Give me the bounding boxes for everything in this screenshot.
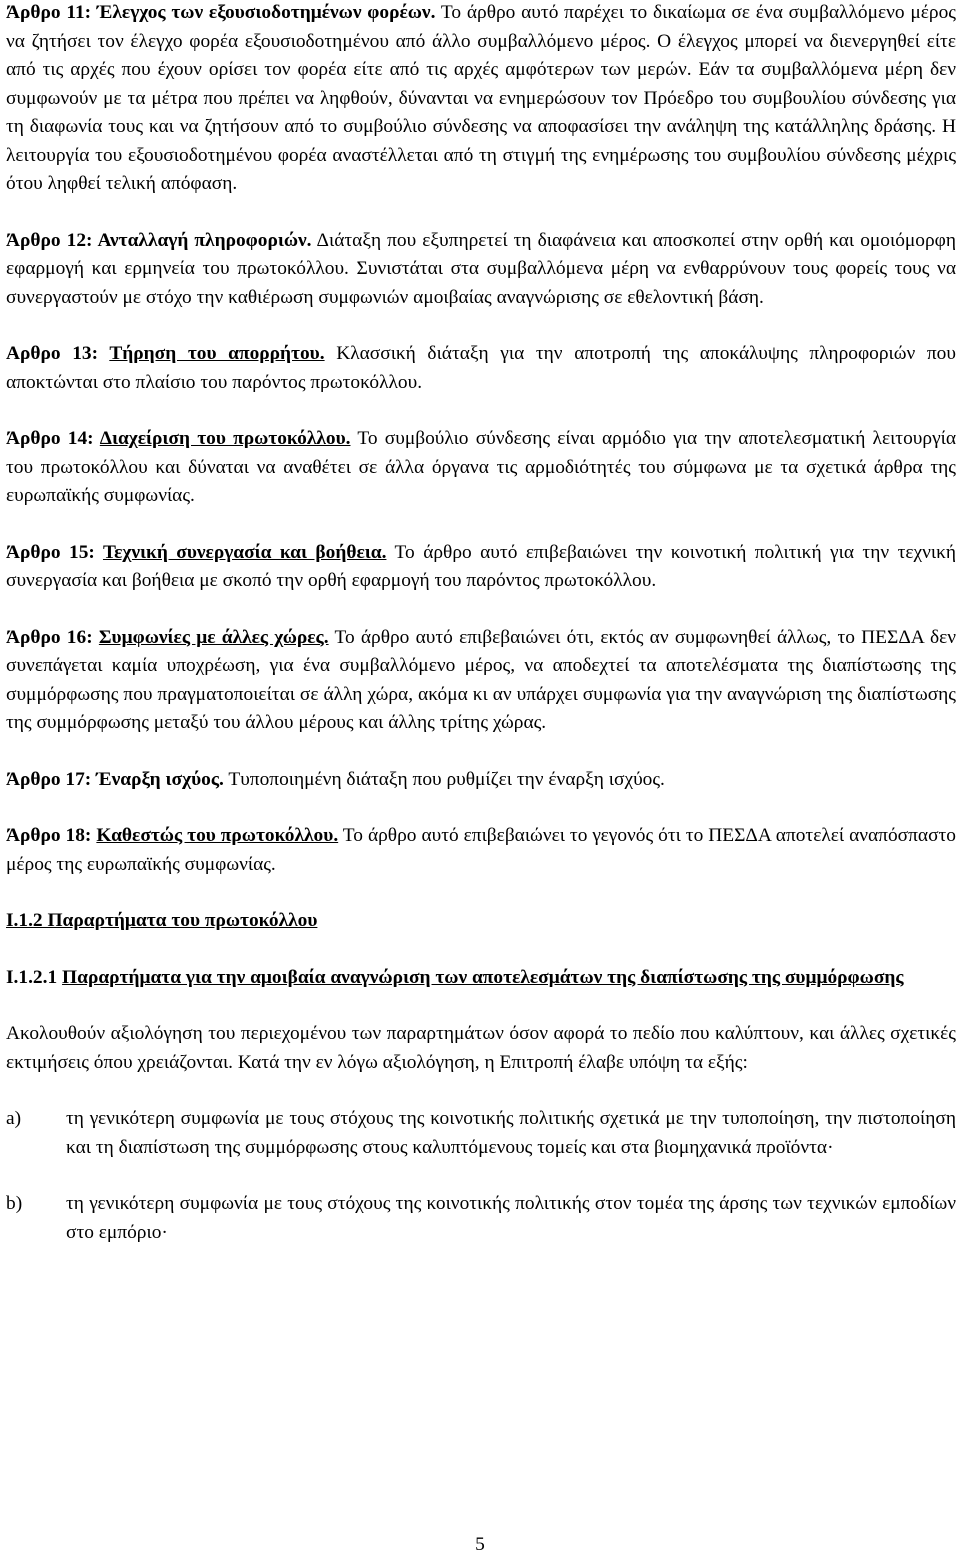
article-17-body: Τυποποιημένη διάταξη που ρυθμίζει την έναρξη ισχύος. [228, 768, 665, 790]
article-18-body: Το άρθρο αυτό επιβεβαιώνει το γεγονός ότι το ΠΕΣΔΑ αποτελεί αναπόσπαστο μέρος της ευρωπαϊκής συμφωνίας. [6, 825, 957, 875]
article-13 [6, 340, 956, 397]
article-12 [6, 227, 956, 313]
article-11 [6, 0, 956, 199]
article-11-body: Το άρθρο αυτό παρέχει το δικαίωμα σε ένα συμβαλλόμενο μέρος να ζητήσει τον έλεγχο φορέα εξουσιοδοτημένου από άλλο συμβαλλόμενο μέρος. Ο έλεγχος μπορεί να διενεργηθεί είτε από τις αρχές που έχουν ορίσει τον φορέα είτε από τις αρχές αμφότερων των μερών. Εάν τα συμβαλλόμενα μέρη δεν συμφωνούν με τα μέτρα που πρέπει να ληφθούν, δύνανται να ενημερώσουν τον Πρόεδρο του συμβουλίου σύνδεσης για τη διαφωνία τους και να ζητήσουν από το συμβούλιο σύνδεσης να αποφασίσει την ανάληψη της κατάλληλης δράσης. Η λειτουργία του εξουσιοδοτημένου φορέα αναστέλλεται από τη στιγμή της ενημέρωσης του συμβουλίου σύνδεσης μέχρις ότου ληφθεί τελική απόφαση. [6, 2, 956, 194]
document-page [6, 0, 956, 1275]
article-14-title-text: Διαχείριση του πρωτοκόλλου. [99, 428, 351, 449]
subsection-title: Παραρτήματα για την αμοιβαία αναγνώριση των αποτελεσμάτων της διαπίστωσης της συμμόρφωσης [62, 966, 904, 988]
article-16-title-text: Συμφωνίες με άλλες χώρες. [98, 626, 329, 648]
article-14 [6, 425, 956, 511]
article-18-title-text: Καθεστώς του πρωτοκόλλου. [96, 825, 339, 846]
section-heading: I.1.2 Παραρτήματα του πρωτοκόλλου [6, 910, 318, 931]
article-18-title [6, 825, 338, 846]
article-18 [6, 822, 956, 879]
subsection-number: I.1.2.1 [6, 966, 58, 988]
list-item-b [6, 1190, 956, 1247]
article-18-title-number: Άρθρο 18: [6, 825, 97, 846]
subsection-intro: Ακολουθούν αξιολόγηση του περιεχομένου των παραρτημάτων όσον αφορά το πεδίο που καλύπτουν, και άλλες σχετικές εκτιμήσεις όπου χρειάζονται. Κατά την εν λόγω αξιολόγηση, η Επιτροπή έλαβε υπόψη τα εξής: [6, 1023, 956, 1073]
article-14-title-number: Άρθρο 14: [6, 428, 100, 449]
article-15-title [6, 542, 386, 563]
article-13-title-text: Τήρηση του απορρήτου. [109, 343, 325, 364]
list-text-a: τη γενικότερη συμφωνία με τους στόχους της κοινοτικής πολιτικής σχετικά με την τυποποίηση, την πιστοποίηση και τη διαπίστωση της συμμόρφωσης στους καλυπτόμενους τομείς και στα βιομηχανικά προϊόντα· [66, 1108, 956, 1158]
article-16 [6, 624, 956, 738]
article-11-title: Άρθρο 11: Έλεγχος των εξουσιοδοτημένων φορέων. [6, 2, 436, 23]
article-15-body: Το άρθρο αυτό επιβεβαιώνει την κοινοτική πολιτική για την τεχνική συνεργασία και βοήθεια με σκοπό την ορθή εφαρμογή του παρόντος πρωτοκόλλου. [6, 541, 957, 591]
article-14-title [6, 428, 351, 449]
article-13-title [6, 343, 325, 364]
article-17-title: Άρθρο 17: Έναρξη ισχύος. [6, 768, 224, 790]
list-text-b: τη γενικότερη συμφωνία με τους στόχους της κοινοτικής πολιτικής στον τομέα της άρσης των τεχνικών εμποδίων στο εμπόριο· [66, 1193, 956, 1243]
article-17 [6, 766, 956, 795]
article-16-title-number: Άρθρο 16: [6, 626, 99, 648]
article-13-body: Κλασσική διάταξη για την αποτροπή της αποκάλυψης πληροφοριών που αποκτώνται στο πλαίσιο του παρόντος πρωτοκόλλου. [6, 343, 956, 393]
article-14-body: Το συμβούλιο σύνδεσης είναι αρμόδιο για την αποτελεσματική λειτουργία του πρωτοκόλλου και δύναται να αναθέτει σε άλλα όργανα τις αρμοδιότητές του σύμφωνα με τα σχετικά άρθρα της ευρωπαϊκής συμφωνίας. [6, 428, 957, 506]
subsection-heading [6, 964, 956, 993]
article-15-title-number: Άρθρο 15: [6, 541, 103, 563]
article-12-body: Διάταξη που εξυπηρετεί τη διαφάνεια και αποσκοπεί στην ορθή και ομοιόμορφη εφαρμογή και ερμηνεία του πρωτοκόλλου. Συνιστάται στα συμβαλλόμενα μέρη να ενθαρρύνουν τους φορείς τους να συνεργαστούν με στόχο την καθιέρωση συμφωνιών αμοιβαίας αναγνώρισης σε εθελοντική βάση. [6, 229, 956, 308]
article-16-title [6, 627, 329, 648]
page-number: 5 [475, 1534, 485, 1555]
article-15 [6, 539, 956, 596]
list-marker-a: a) [6, 1108, 22, 1129]
article-13-title-number: Αρθρο 13: [6, 343, 110, 364]
list-marker-b: b) [6, 1193, 23, 1214]
article-16-body: Το άρθρο αυτό επιβεβαιώνει ότι, εκτός αν συμφωνηθεί άλλως, το ΠΕΣΔΑ δεν συνεπάγεται καμία υποχρέωση, για ένα συμβαλλόμενο μέρος, να αποδεχτεί τα αποτελέσματα της διαπίστωσης της συμμόρφωσης που πραγματοποιείται σε άλλη χώρα, ακόμα κι αν υπάρχει συμφωνία για την αναγνώριση της διαπίστωσης της συμμόρφωσης μεταξύ του άλλου μέρους και άλλης τρίτης χώρας. [6, 626, 956, 733]
article-12-title: Άρθρο 12: Ανταλλαγή πληροφοριών. [6, 229, 312, 251]
list-item-a [6, 1105, 956, 1162]
article-15-title-text: Τεχνική συνεργασία και βοήθεια. [102, 541, 387, 563]
